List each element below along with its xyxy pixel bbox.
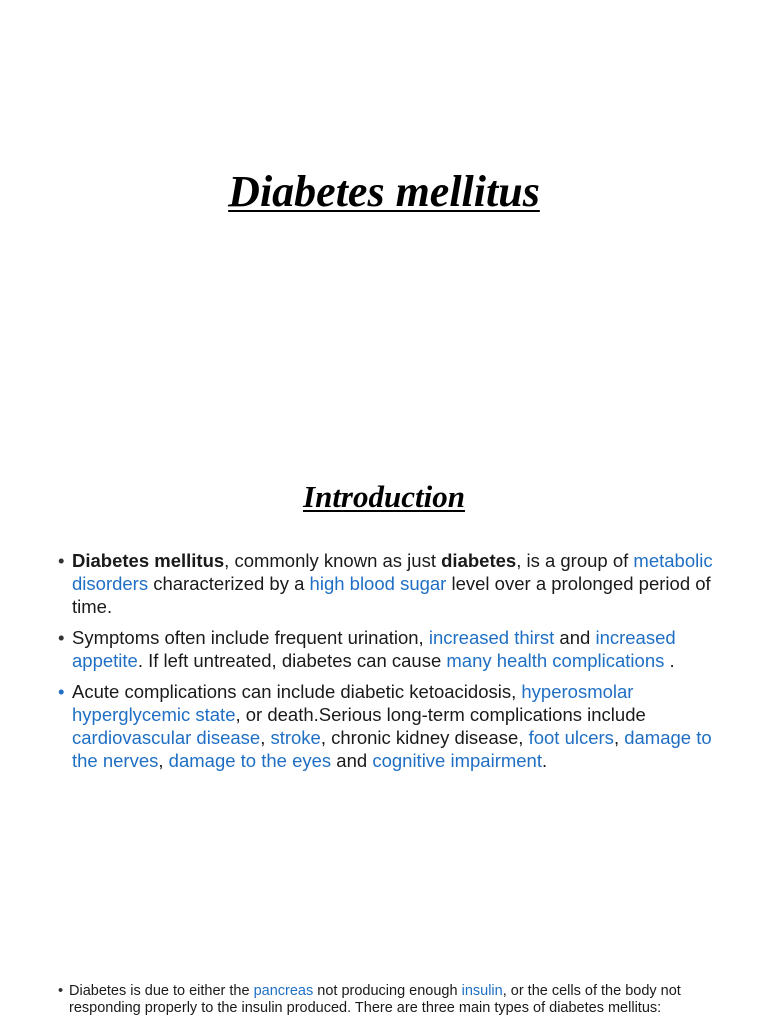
bullet-causes	[58, 983, 708, 1017]
text-run: Symptoms often include frequent urination,	[72, 627, 429, 648]
bullet-dot-icon: •	[58, 681, 65, 702]
section-title-introduction: Introduction	[303, 479, 465, 514]
term-bold: Diabetes mellitus	[72, 550, 225, 571]
link-increased-thirst[interactable]: increased thirst	[428, 627, 555, 648]
text-run: ,	[613, 727, 625, 748]
link-cognitive-impairment[interactable]: cognitive impairment	[372, 750, 542, 771]
text-run: Acute complications can include diabetic ketoacidosis,	[72, 681, 522, 702]
link-pancreas[interactable]: pancreas	[253, 983, 314, 999]
link-foot-ulcers[interactable]: foot ulcers	[528, 727, 614, 748]
link-metabolic-disorders[interactable]: metabolic disorders	[72, 550, 713, 594]
bullet-definition	[58, 549, 718, 618]
text-run: and	[331, 750, 373, 771]
link-insulin[interactable]: insulin	[461, 983, 503, 999]
link-health-complications[interactable]: many health complications	[446, 650, 665, 671]
text-run: level over a prolonged period of time.	[72, 573, 711, 617]
link-stroke[interactable]: stroke	[270, 727, 321, 748]
link-cardiovascular-disease[interactable]: cardiovascular disease	[72, 727, 261, 748]
link-hyperosmolar-hyperglycemic-state[interactable]: hyperosmolar hyperglycemic state	[72, 681, 634, 725]
slide-title: Diabetes mellitus	[228, 167, 540, 216]
text-run: .	[541, 750, 548, 771]
text-run: , commonly known as just	[224, 550, 442, 571]
introduction-bullet-list	[58, 549, 718, 780]
text-run: not producing enough	[313, 983, 462, 999]
text-run: Diabetes is due to either the	[69, 983, 254, 999]
text-run: . If left untreated, diabetes can cause	[137, 650, 447, 671]
slide3-bullet-list	[58, 983, 708, 1017]
text-run: and	[554, 627, 596, 648]
link-damage-to-the-eyes[interactable]: damage to the eyes	[168, 750, 332, 771]
link-damage-to-the-nerves[interactable]: damage to the nerves	[72, 727, 712, 771]
bullet-dot-icon: •	[58, 627, 65, 648]
text-run: ,	[158, 750, 169, 771]
bullet-dot-icon: •	[58, 983, 64, 999]
text-run: characterized by a	[148, 573, 310, 594]
text-run: , chronic kidney disease,	[320, 727, 529, 748]
bullet-dot-icon: •	[58, 550, 65, 571]
text-run: ,	[260, 727, 271, 748]
text-run: .	[664, 650, 675, 671]
text-run: , or the cells of the body not responding properly to the insulin produced. There are three main types of diabetes mellitus:	[69, 983, 681, 1016]
link-increased-appetite[interactable]: increased appetite	[72, 627, 676, 671]
bullet-complications	[58, 680, 718, 772]
term-bold: diabetes	[441, 550, 517, 571]
bullet-symptoms	[58, 626, 718, 672]
text-run: , or death.Serious long-term complications include	[235, 704, 646, 725]
link-high-blood-sugar[interactable]: high blood sugar	[309, 573, 447, 594]
text-run: , is a group of	[516, 550, 634, 571]
